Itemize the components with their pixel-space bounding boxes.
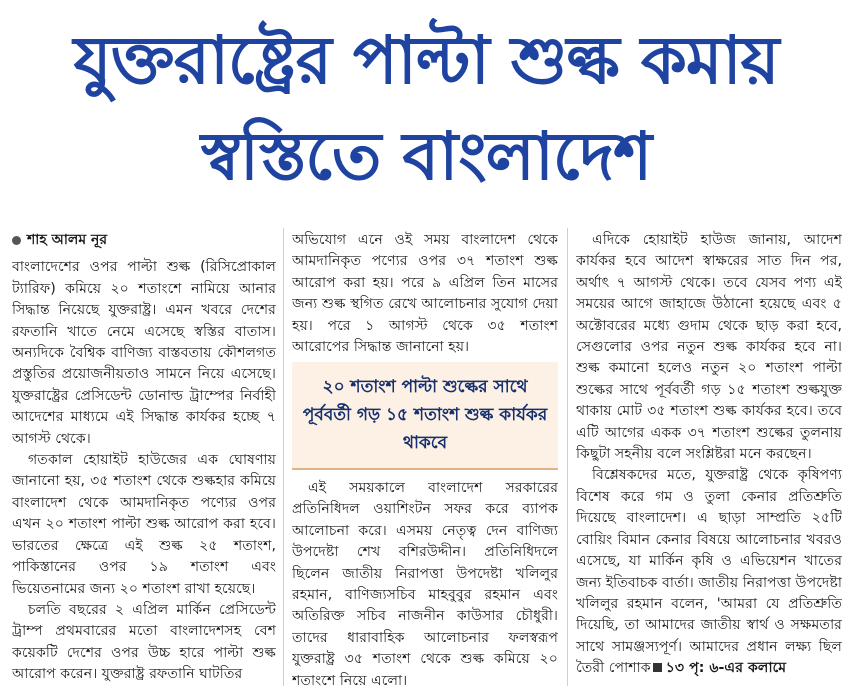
paragraph-text: বিশ্লেষকদের মতে, যুক্তরাষ্ট্র থেকে কৃষিপণ্য বিশেষ করে গম ও তুলা কেনার প্রতিশ্রুতি দিয়েছে বাংলাদেশ। এ ছাড়া সাম্প্রতি ২৫টি বোয়িং বিমান কেনার বিষয়ে আলোচনার খবরও এসেছে, যা মার্কিন কৃষি ও এভিয়েশন খাতের জন্য ইতিবাচক বার্তা। জাতীয় নিরাপত্তা উপদেষ্টা খলিলুর রহমান বলেন, 'আমরা যে প্রতিশ্রুতি দিয়েছি, তা আমাদের জাতীয় স্বার্থ ও সক্ষমতার সাথে সামঞ্জস্যপূর্ণ। আমাদের প্রধান লক্ষ্য ছিল তৈরী পোশাক [576, 467, 842, 677]
article-column-1 [12, 230, 276, 692]
paragraph: এই সময়কালে বাংলাদেশ সরকারের প্রতিনিধিদল ওয়াশিংটন সফর করে ব্যাপক আলোচনা করে। এসময় নেতৃত্ব দেন বাণিজ্য উপদেষ্টা শেখ বশিরউদ্দীন। প্রতিনিধিদলে ছিলেন জাতীয় নিরাপত্তা উপদেষ্টা খলিলুর রহমান, বাণিজ্যসচিব মাহবুবুর রহমান এবং অতিরিক্ত সচিব নাজনীন কাউসার চৌধুরী। তাদের ধারাবাহিক আলোচনার ফলস্বরূপ যুক্তরাষ্ট্র ৩৫ শতাংশ থেকে শুল্ক কমিয়ে ২০ শতাংশে নিয়ে এলো। [292, 480, 558, 689]
pull-quote [292, 362, 558, 470]
paragraph: বাংলাদেশের ওপর পাল্টা শুল্ক (রিসিপ্রোকাল ট্যারিফ) কমিয়ে ২০ শতাংশে নামিয়ে আনার সিদ্ধান্ত নিয়েছে যুক্তরাষ্ট্র। এমন খবরে দেশের রফতানি খাতে নেমে এসেছে স্বস্তির বাতাস। অন্যদিকে বৈশ্বিক বাণিজ্য বাস্তবতায় কৌশলগত প্রস্তুতির প্রয়োজনীয়তাও সামনে নিয়ে এসেছে। যুক্তরাষ্ট্রের প্রেসিডেন্ট ডোনাল্ড ট্রাম্পের নির্বাহী আদেশের মাধ্যমে এই সিদ্ধান্ত কার্যকর হচ্ছে ৭ আগস্ট থেকে। [12, 259, 276, 447]
paragraph: গতকাল হোয়াইট হাউজের এক ঘোষণায় জানানো হয়, ৩৫ শতাংশ থেকে শুল্কহার কমিয়ে বাংলাদেশ থেকে আমদানিকৃত পণ্যের ওপর এখন ২০ শতাংশ পাল্টা শুল্ক আরোপ করা হবে। ভারতের ক্ষেত্রে এই শুল্ক ২৫ শতাংশ, পাকিস্তানের ওপর ১৯ শতাংশ এবং ভিয়েতনামের জন্য ২০ শতাংশ রাখা হয়েছে। [12, 452, 276, 597]
column-divider [567, 228, 568, 686]
pull-quote-text: ২০ শতাংশ পাল্টা শুল্কের সাথে পূর্ববর্তী গড় ১৫ শতাংশ শুল্ক কার্যকর থাকবে [302, 377, 548, 453]
headline [0, 0, 852, 215]
bullet-icon [12, 236, 21, 245]
paragraph [576, 465, 842, 679]
article-column-3 [576, 230, 842, 692]
byline-author: শাহ আলম নূর [27, 232, 108, 248]
column-divider [283, 228, 284, 686]
byline [12, 230, 276, 251]
headline-line-2: স্বস্তিতে বাংলাদেশ [200, 118, 652, 195]
paragraph: এদিকে হোয়াইট হাউজ জানায়, আদেশ কার্যকর হবে আদেশ স্বাক্ষরের সাত দিন পর, অর্থাৎ ৭ আগস্ট থেকে। তবে যেসব পণ্য এই সময়ের আগে জাহাজে উঠানো হয়েছে এবং ৫ অক্টোবরের মধ্যে গুদাম থেকে ছাড় করা হবে, সেগুলোর ওপর নতুন শুল্ক কার্যকর হবে না। শুল্ক কমানো হলেও নতুন ২০ শতাংশ পাল্টা শুল্কের সাথে পূর্ববর্তী গড় ১৫ শতাংশ শুল্কযুক্ত থাকায় মোট ৩৫ শতাংশ শুল্ক কার্যকর হবে। তবে এটি আগের একক ৩৭ শতাংশ শুল্কের তুলনায় কিছুটা সহনীয় বলে সংশ্লিষ্টরা মনে করছেন। [576, 232, 842, 463]
square-icon [653, 663, 662, 672]
article-column-2-bottom [292, 478, 558, 692]
headline-line-1: যুক্তরাষ্ট্রের পাল্টা শুল্ক কমায় [73, 22, 779, 99]
paragraph: অভিযোগ এনে ওই সময় বাংলাদেশ থেকে আমদানিকৃত পণ্যের ওপর ৩৭ শতাংশ শুল্ক আরোপ করা হয়। পরে ৯ এপ্রিল তিন মাসের জন্য শুল্ক স্থগিত রেখে আলোচনার সুযোগ দেয়া হয়। পরে ১ আগস্ট থেকে ৩৫ শতাংশ আরোপের সিদ্ধান্ত জানানো হয়। [292, 232, 558, 356]
paragraph: চলতি বছরের ২ এপ্রিল মার্কিন প্রেসিডেন্ট ট্রাম্প প্রথমবারের মতো বাংলাদেশসহ বেশ কয়েকটি দেশের ওপর উচ্চ হারে পাল্টা শুল্ক আরোপ করেন। যুক্তরাষ্ট্র রফতানি ঘাটতির [12, 601, 276, 683]
article-column-2-top [292, 230, 558, 362]
continuation-note: ১৩ পৃ: ৬-এর কলামে [665, 660, 787, 677]
